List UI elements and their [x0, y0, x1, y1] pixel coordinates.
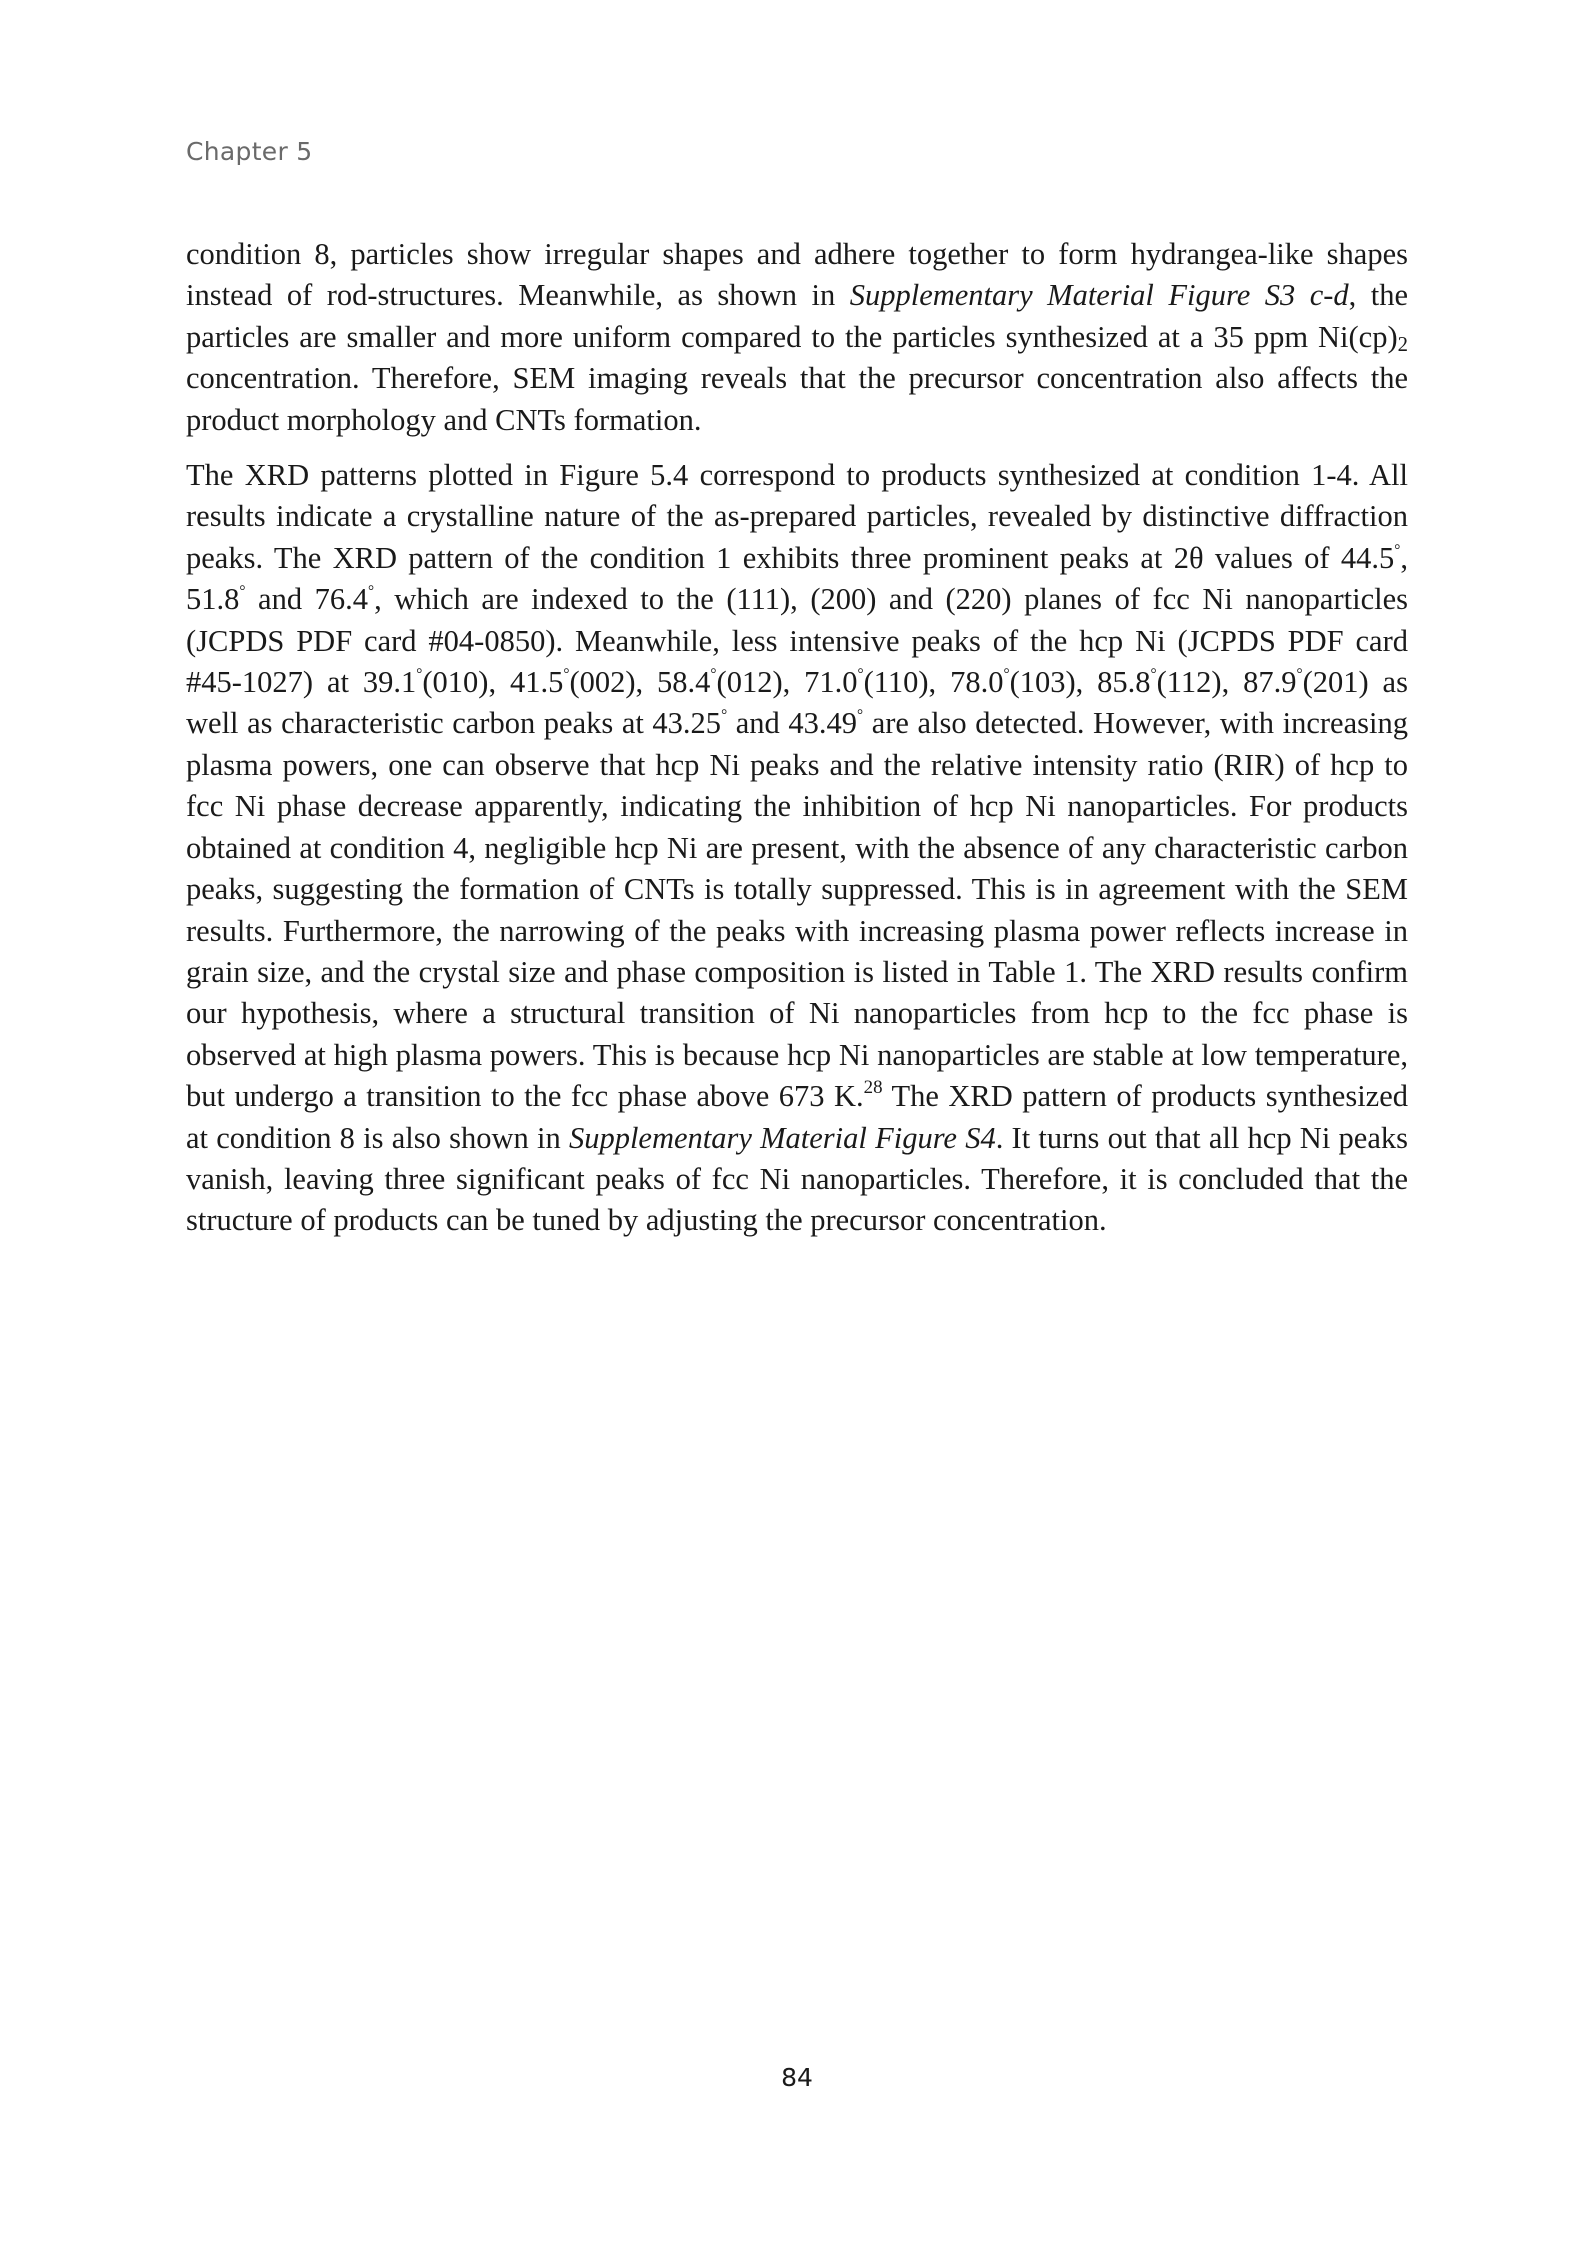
degree-sign: ° [368, 583, 375, 601]
degree-sign: ° [1150, 666, 1157, 684]
degree-sign: ° [710, 666, 717, 684]
degree-sign: ° [1003, 666, 1010, 684]
text-run: , 51.8 [186, 540, 1408, 617]
degree-sign: ° [1296, 666, 1303, 684]
degree-sign: ° [239, 583, 246, 601]
paragraph-1 [186, 234, 1408, 441]
text-run: (103), 85.8 [1009, 665, 1151, 700]
degree-sign: ° [857, 666, 864, 684]
text-run: (112), 87.9 [1156, 665, 1297, 700]
text-run: . It turns out that all hcp Ni peaks vanish, leaving three significant peaks of fcc Ni nanoparticles. Therefore, it is concluded that the structure of products can be tuned by adjusting the precursor concentration. [186, 1120, 1408, 1238]
text-run: and 76.4 [245, 582, 368, 617]
subscript: 2 [1397, 333, 1408, 356]
text-run: concentration. Therefore, SEM imaging reveals that the precursor concentration also affects the product morphology and CNTs formation. [186, 361, 1408, 437]
text-run: are also detected. However, with increasing plasma powers, one can observe that hcp Ni peaks and the relative intensity ratio (RIR) of hcp to fcc Ni phase decrease apparently, indicating the inhibition of hcp Ni nanoparticles. For products obtained at condition 4, negligible hcp Ni are present, with the absence of any characteristic carbon peaks, suggesting the formation of CNTs is totally suppressed. This is in agreement with the SEM results. Furthermore, the narrowing of the peaks with increasing plasma power reflects increase in grain size, and the crystal size and phase composition is listed in Table 1. The XRD results confirm our hypothesis, where a structural transition of Ni nanoparticles from hcp to the fcc phase is observed at high plasma powers. This is because hcp Ni nanoparticles are stable at low temperature, but undergo a transition to the fcc phase above 673 K. [186, 706, 1408, 1114]
text-run: (110), 78.0 [863, 665, 1004, 700]
page-number: 84 [781, 2063, 813, 2092]
paragraph-2 [186, 455, 1408, 1242]
supplementary-reference: Supplementary Material Figure S4 [568, 1120, 996, 1155]
running-head: Chapter 5 [186, 137, 313, 166]
text-run: , the particles are smaller and more uniform compared to the particles synthesized at a 35 ppm Ni(cp) [186, 278, 1408, 354]
text-run: (012), 71.0 [716, 665, 858, 700]
text-run: The XRD pattern of products synthesized at condition 8 is also shown in [186, 1079, 1409, 1155]
degree-sign: ° [416, 666, 423, 684]
degree-sign: ° [563, 666, 570, 684]
text-run: (002), 58.4 [569, 665, 711, 700]
citation-superscript: 28 [863, 1076, 883, 1098]
degree-sign: ° [857, 707, 864, 725]
text-run: (010), 41.5 [422, 665, 564, 700]
body-text [186, 234, 1408, 1256]
text-run: , which are indexed to the (111), (200) and (220) planes of fcc Ni nanoparticles (JCPDS PDF card #04-0850). Meanwhile, less intensive peaks of the hcp Ni (JCPDS PDF card #45-1027) at 39.1 [186, 582, 1408, 700]
supplementary-reference: Supplementary Material Figure S3 c-d [849, 278, 1349, 313]
text-run: The XRD patterns plotted in Figure 5.4 correspond to products synthesized at condition 1-4. All results indicate a crystalline nature of the as-prepared particles, revealed by distinctive diffraction peaks. The XRD pattern of the condition 1 exhibits three prominent peaks at 2θ values of 44.5 [186, 458, 1408, 575]
degree-sign: ° [1394, 541, 1401, 559]
text-run: (201) as well as characteristic carbon peaks at 43.25 [186, 665, 1408, 741]
degree-sign: ° [721, 707, 728, 725]
text-run: and 43.49 [727, 706, 858, 741]
text-run: condition 8, particles show irregular shapes and adhere together to form hydrangea-like shapes instead of rod-structures. Meanwhile, as shown in [186, 237, 1408, 313]
